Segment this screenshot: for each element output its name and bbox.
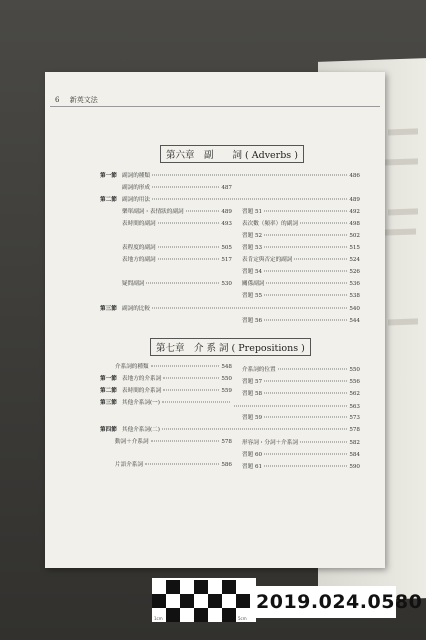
toc-entry: 習題 56 544 xyxy=(242,318,360,324)
toc-entry: 表時間的副詞 493 xyxy=(122,221,232,227)
toc-entry: 第三節 其他介系詞(一) xyxy=(100,400,232,407)
toc-entry: 習題 61 590 xyxy=(242,464,360,470)
chapter6-title: 第六章 副 詞 ( Adverbs ) xyxy=(160,145,304,163)
toc-entry: 第二節 副詞的用法 489 xyxy=(100,197,360,203)
toc-entry: 習題 60 584 xyxy=(242,452,360,458)
scale-ruler xyxy=(152,578,256,622)
ruler-right-label: 5cm xyxy=(238,616,247,621)
toc-entry: 疑問副詞 530 xyxy=(122,281,232,287)
ruler-square xyxy=(222,580,236,594)
ruler-square xyxy=(166,580,180,594)
running-header xyxy=(55,95,98,105)
toc-entry: 介系詞的位置 550 xyxy=(242,367,360,373)
page-number: 6 xyxy=(55,96,60,104)
toc-entry: 習題 57 556 xyxy=(242,379,360,385)
toc-entry: 表地方的副詞 517 xyxy=(122,257,232,263)
toc-entry: 表程度的副詞 505 xyxy=(122,245,232,251)
ruler-square xyxy=(194,580,208,594)
toc-entry: 習題 59 573 xyxy=(242,415,360,421)
toc-entry: 第三節 副詞的比較 540 xyxy=(100,306,360,312)
toc-entry: 第一節 副詞的種類 486 xyxy=(100,173,360,179)
ruler-square xyxy=(180,594,194,608)
toc-entry: 習題 55 538 xyxy=(242,293,360,299)
header-rule xyxy=(50,106,380,107)
toc-entry: 563 xyxy=(232,404,360,411)
toc-entry: 習題 53 515 xyxy=(242,245,360,251)
toc-entry: 動詞＋介系詞 578 xyxy=(115,439,232,445)
ruler-square xyxy=(208,594,222,608)
toc-entry: 關係副詞 536 xyxy=(242,281,360,287)
ruler-square xyxy=(236,594,250,608)
toc-entry: 副詞的形成 487 xyxy=(122,185,232,191)
ruler-left-label: 1cm xyxy=(154,616,163,621)
toc-entry: 表肯定與否定的副詞 524 xyxy=(242,257,360,263)
toc-entry: 樂單副詞・表情狀的副詞 489 xyxy=(122,209,232,215)
toc-entry: 形容詞・分詞＋介系詞 582 xyxy=(242,440,360,446)
chapter7-title: 第七章 介 系 詞 ( Prepositions ) xyxy=(150,338,311,356)
toc-entry: 第一節 表地方的介系詞 550 xyxy=(100,376,232,382)
toc-entry: 習題 58 562 xyxy=(242,391,360,397)
toc-entry: 第四節 其他介系詞(二) 578 xyxy=(100,427,360,433)
ruler-square xyxy=(222,608,236,622)
toc-entry: 第二節 表時間的介系詞 559 xyxy=(100,388,232,394)
toc-entry: 習題 54 526 xyxy=(242,269,360,275)
ruler-square xyxy=(152,594,166,608)
ruler-square xyxy=(194,608,208,622)
toc-entry: 介系詞的種類 548 xyxy=(115,364,232,370)
catalog-id: 2019.024.0580 xyxy=(256,586,396,618)
ruler-square xyxy=(166,608,180,622)
book-title: 新英文法 xyxy=(69,96,98,104)
toc-entry: 片語介系詞 586 xyxy=(115,462,232,468)
toc-entry: 表次數（頻率）的副詞 498 xyxy=(242,221,360,227)
toc-entry: 習題 51 492 xyxy=(242,209,360,215)
toc-entry: 習題 52 502 xyxy=(242,233,360,239)
